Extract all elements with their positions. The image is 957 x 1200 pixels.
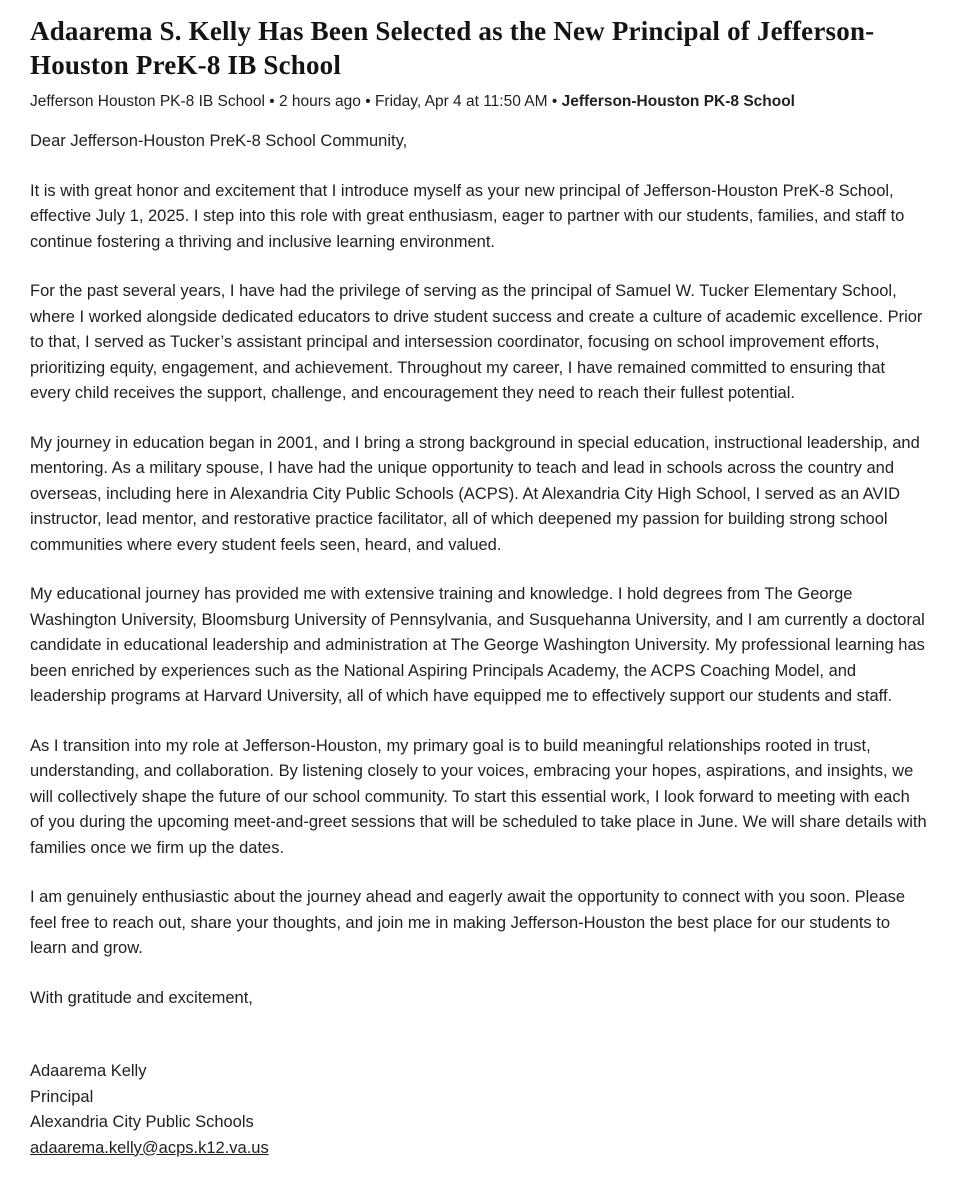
email-link[interactable]: adaarema.kelly@acps.k12.va.us: [30, 1138, 269, 1157]
byline: [30, 92, 927, 112]
byline-datetime: Friday, Apr 4 at 11:50 AM: [374, 93, 548, 110]
signature-role: Principal: [30, 1087, 94, 1106]
signature-block: [30, 1059, 927, 1161]
letter-paragraph-4: My educational journey has provided me with extensive training and knowledge. I hold degrees from The George Washington University, Bloomsburg University of Pennsylvania, and Susquehanna University, and I am currently a doctoral candidate in educational leadership and administration at The George Washington University. My professional learning has been enriched by experiences such as the National Aspiring Principals Academy, the ACPS Coaching Model, and leadership programs at Harvard University, all of which have equipped me to effectively support our students and staff.: [30, 585, 925, 705]
greeting: Dear Jefferson-Houston PreK-8 School Community,: [30, 132, 408, 150]
signature-organization: Alexandria City Public Schools: [30, 1113, 254, 1131]
letter-paragraph-1: It is with great honor and excitement that I introduce myself as your new principal of Jefferson-Houston PreK-8 School, effective July 1, 2025. I step into this role with great enthusiasm, eager to partner with our students, families, and staff to continue fostering a thriving and inclusive learning environment.: [30, 181, 905, 251]
letter-paragraph-3: My journey in education began in 2001, and I bring a strong background in special education, instructional leadership, and mentoring. As a military spouse, I have had the unique opportunity to teach and lead in schools across the country and overseas, including here in Alexandria City Public Schools (ACPS). At Alexandria City High School, I served as an AVID instructor, lead mentor, and restorative practice facilitator, all of which deepened my passion for building strong school communities where every student feels seen, heard, and valued.: [30, 433, 920, 554]
closing: With gratitude and excitement,: [30, 988, 253, 1007]
letter-paragraph-6: I am genuinely enthusiastic about the journey ahead and eagerly await the opportunity to connect with you soon. Please feel free to reach out, share your thoughts, and join me in making Jefferson-Houston the best place for our students to learn and grow.: [30, 888, 906, 957]
page-title: Adaarema S. Kelly Has Been Selected as the New Principal of Jefferson-Houston PreK-8 IB School: [30, 16, 875, 80]
signature-name: Adaarema Kelly: [30, 1062, 147, 1080]
letter-paragraph-5: As I transition into my role at Jefferson-Houston, my primary goal is to build meaningful relationships rooted in trust, understanding, and collaboration. By listening closely to your voices, embracing your hopes, aspirations, and insights, we will collectively shape the future of our school community. To start this essential work, I look forward to meeting with each of you during the upcoming meet-and-greet sessions that will be scheduled to take place in June. We will share details with families once we firm up the dates.: [30, 736, 927, 857]
letter-paragraph-2: For the past several years, I have had the privilege of serving as the principal of Samuel W. Tucker Elementary School, where I worked alongside dedicated educators to drive student success and create a culture of academic excellence. Prior to that, I served as Tucker’s assistant principal and intersession coordinator, focusing on school improvement efforts, prioritizing equity, engagement, and achievement. Throughout my career, I have remained committed to ensuring that every child receives the support, challenge, and encouragement they need to reach their fullest potential.: [30, 282, 923, 402]
bullet-separator: •: [269, 93, 275, 110]
letter-body: [30, 129, 927, 1161]
byline-time-ago: 2 hours ago: [279, 93, 361, 110]
bullet-separator: •: [551, 93, 558, 110]
bullet-separator: •: [365, 93, 371, 110]
byline-school: Jefferson-Houston PK-8 School: [561, 93, 795, 110]
byline-source: Jefferson Houston PK-8 IB School: [30, 93, 265, 110]
